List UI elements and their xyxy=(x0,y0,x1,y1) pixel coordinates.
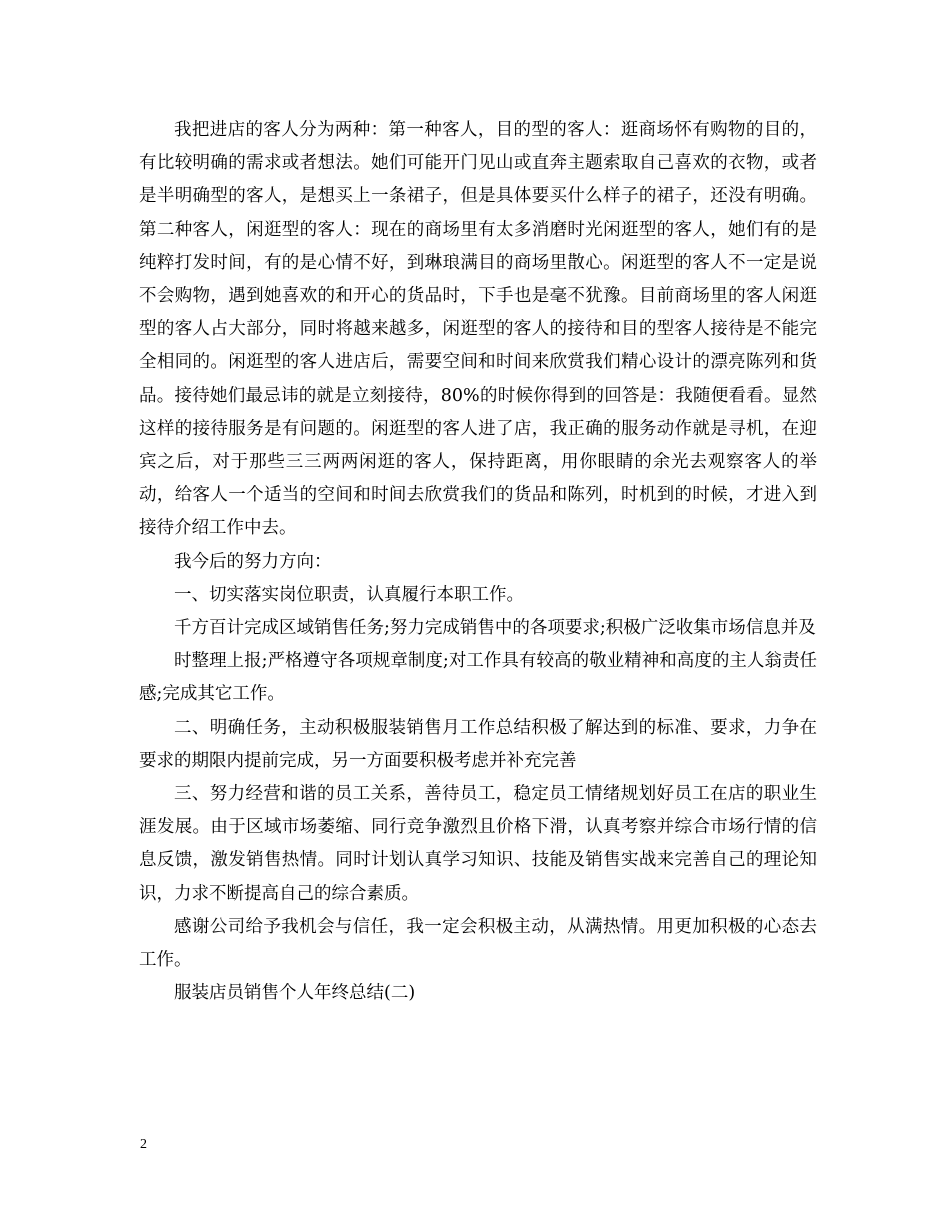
document-body xyxy=(139,114,817,1010)
paragraph-customer-types: 我把进店的客人分为两种：第一种客人，目的型的客人：逛商场怀有购物的目的，有比较明确的需求或者想法。她们可能开门见山或直奔主题索取自己喜欢的衣物，或者是半明确型的客人，是想买上一条裙子，但是具体要买什么样子的裙子，还没有明确。第二种客人，闲逛型的客人：现在的商场里有太多消磨时光闲逛型的客人，她们有的是纯粹打发时间，有的是心情不好，到琳琅满目的商场里散心。闲逛型的客人不一定是说不会购物，遇到她喜欢的和开心的货品时，下手也是毫不犹豫。目前商场里的客人闲逛型的客人占大部分，同时将越来越多，闲逛型的客人的接待和目的型客人接待是不能完全相同的。闲逛型的客人进店后，需要空间和时间来欣赏我们精心设计的漂亮陈列和货品。接待她们最忌讳的就是立刻接待，80%的时候你得到的回答是：我随便看看。显然这样的接待服务是有问题的。闲逛型的客人进了店，我正确的服务动作就是寻机，在迎宾之后，对于那些三三两两闲逛的客人，保持距离，用你眼睛的余光去观察客人的举动，给客人一个适当的空间和时间去欣赏我们的货品和陈列，时机到的时候，才进入到接待介绍工作中去。 xyxy=(139,120,817,539)
paragraph-point-two: 二、明确任务，主动积极服装销售月工作总结积极了解达到的标准、要求，力争在要求的期限内提前完成，另一方面要积极考虑并补充完善 xyxy=(139,717,817,771)
paragraph-sales-tasks-continued: 时整理上报;严格遵守各项规章制度;对工作具有较高的敬业精神和高度的主人翁责任感;完成其它工作。 xyxy=(139,651,817,705)
paragraph-point-one: 一、切实落实岗位职责，认真履行本职工作。 xyxy=(174,584,524,605)
paragraph-point-three: 三、努力经营和谐的员工关系，善待员工，稳定员工情绪规划好员工在店的职业生涯发展。由于区域市场萎缩、同行竞争激烈且价格下滑，认真考察并综合市场行情的信息反馈，激发销售热情。同时计划认真学习知识、技能及销售实战来完善自己的理论知识，力求不断提高自己的综合素质。 xyxy=(139,784,817,904)
section-title: 服装店员销售个人年终总结(二) xyxy=(174,983,416,1004)
paragraph-sales-tasks: 千方百计完成区域销售任务;努力完成销售中的各项要求;积极广泛收集市场信息并及 xyxy=(174,618,816,639)
page-number: 2 xyxy=(140,1137,147,1152)
paragraph-future-direction-heading: 我今后的努力方向： xyxy=(174,551,332,572)
paragraph-thanks: 感谢公司给予我机会与信任，我一定会积极主动，从满热情。用更加积极的心态去工作。 xyxy=(139,916,817,971)
